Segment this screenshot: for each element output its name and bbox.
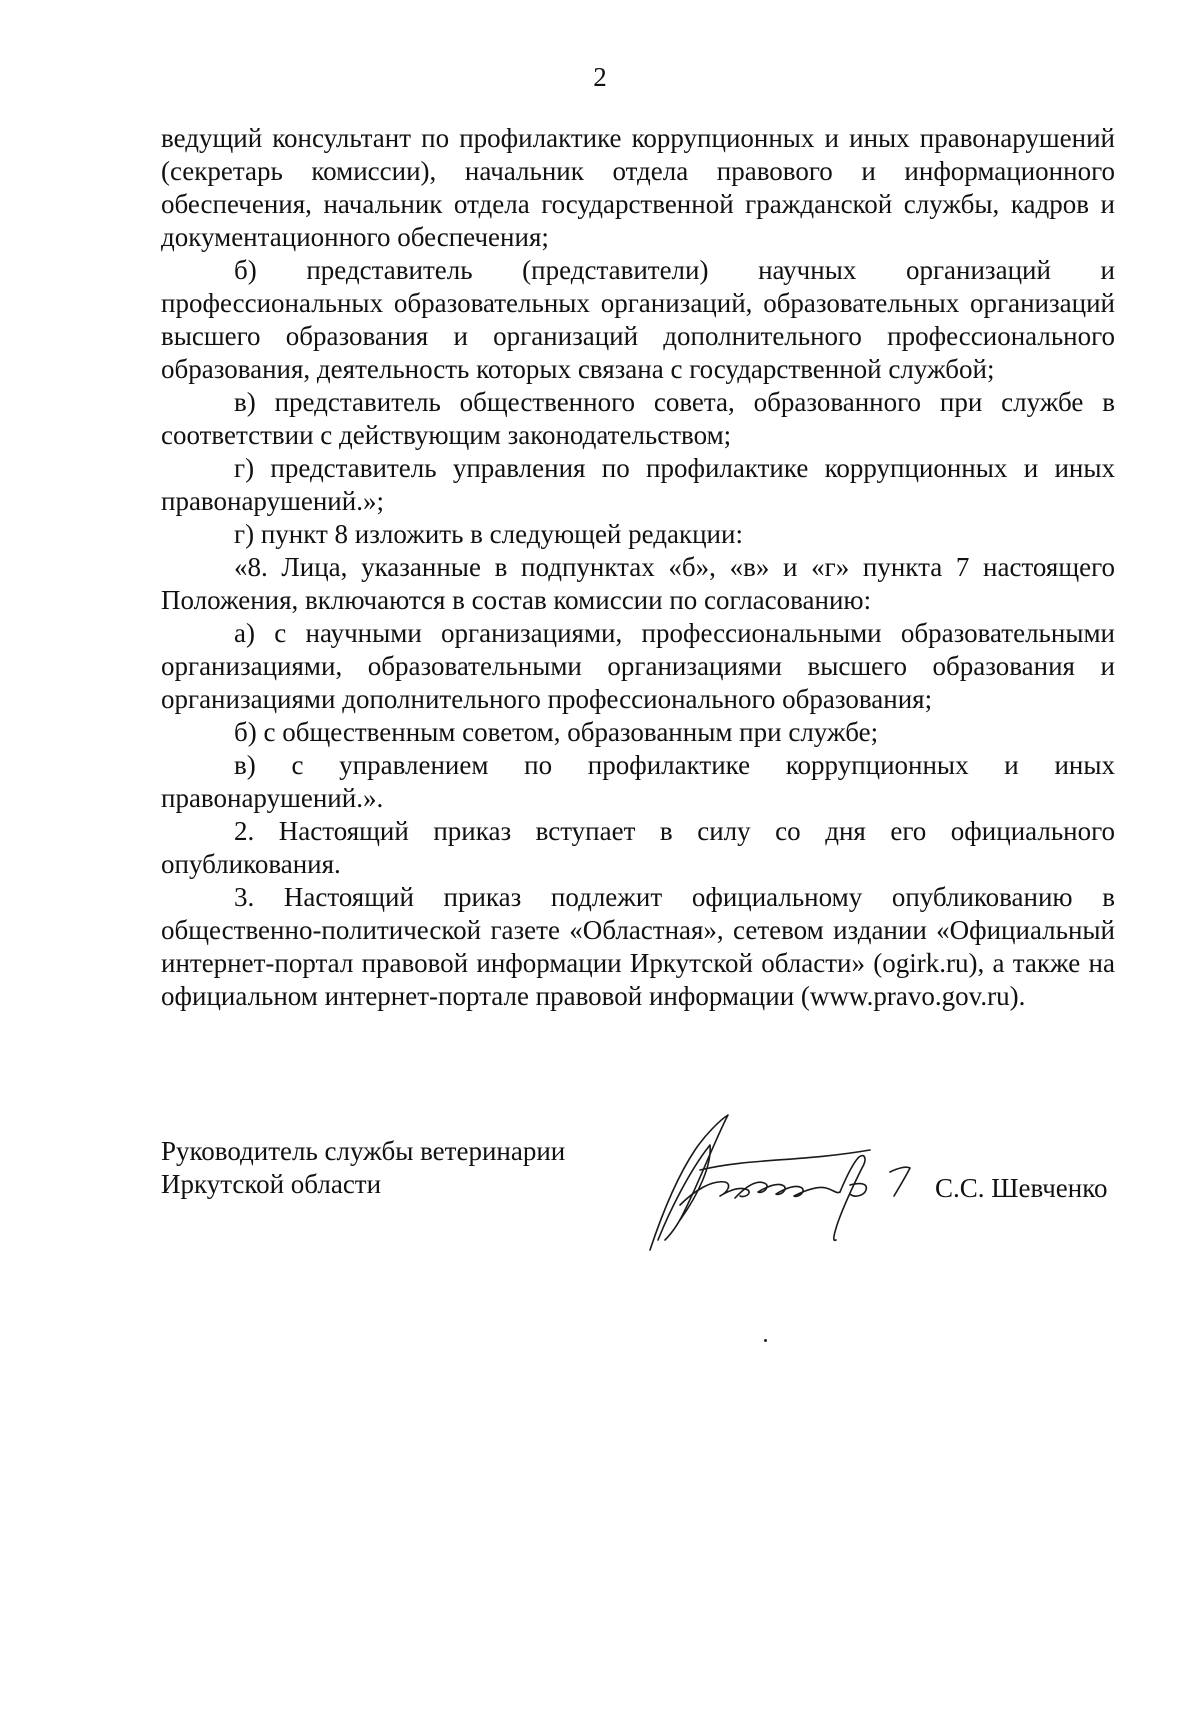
paragraph: ведущий консультант по профилактике коррупционных и иных правонарушений (секретарь комиссии), начальник отдела правового и информационного обеспечения, начальник отдела государственной гражданской службы, кадров и документационного обеспечения;: [161, 123, 1115, 252]
page-number: 2: [593, 62, 607, 92]
paragraph: в) с управлением по профилактике коррупционных и иных правонарушений.».: [161, 750, 1115, 813]
signatory-position: [161, 1135, 565, 1201]
paragraph: 3. Настоящий приказ подлежит официальному опубликованию в общественно-политической газете «Областная», сетевом издании «Официальный интернет-портал правовой информации Иркутской области» (ogirk.ru), а также на официальном интернет-портале правовой информации (www.pravo.gov.ru).: [161, 882, 1115, 1011]
handwritten-signature: [640, 1110, 930, 1260]
paragraph: в) представитель общественного совета, образованного при службе в соответствии с действующим законодательством;: [161, 387, 1115, 450]
signatory-name: С.С. Шевченко: [935, 1173, 1108, 1203]
signatory-position-line: Иркутской области: [161, 1169, 382, 1199]
paragraph: а) с научными организациями, профессиональными образовательными организациями, образовательными организациями высшего образования и организациями дополнительного профессионального образования;: [161, 618, 1115, 714]
document-body: [161, 122, 1115, 1013]
paragraph: 2. Настоящий приказ вступает в силу со дня его официального опубликования.: [161, 816, 1115, 879]
paragraph: б) представитель (представители) научных организаций и профессиональных образовательных организаций, образовательных организаций высшего образования и организаций дополнительного профессионального образования, деятельность которых связана с государственной службой;: [161, 255, 1115, 384]
paragraph: «8. Лица, указанные в подпунктах «б», «в» и «г» пункта 7 настоящего Положения, включаются в состав комиссии по согласованию:: [161, 552, 1115, 615]
scan-speck: [764, 1339, 767, 1342]
signatory-position-line: Руководитель службы ветеринарии: [161, 1136, 566, 1166]
paragraph: б) с общественным советом, образованным при службе;: [234, 717, 879, 747]
paragraph: г) пункт 8 изложить в следующей редакции:: [234, 519, 743, 549]
paragraph: г) представитель управления по профилактике коррупционных и иных правонарушений.»;: [161, 453, 1115, 516]
